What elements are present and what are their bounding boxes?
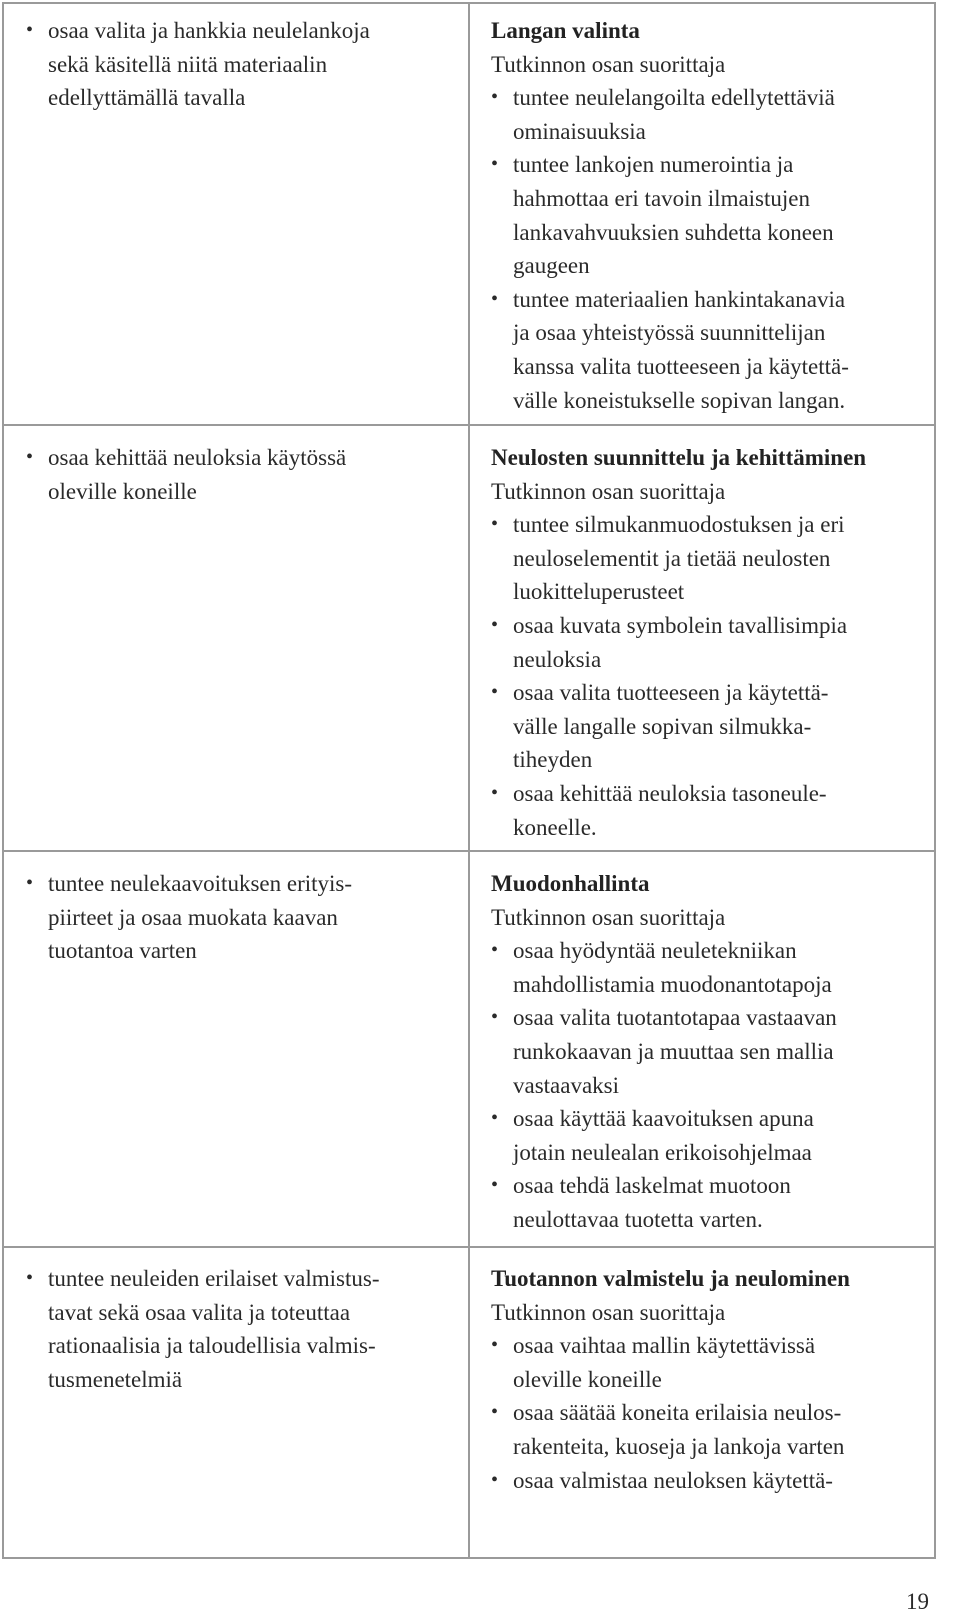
- right-cell-production-prep: [491, 1262, 931, 1497]
- row-divider: [4, 850, 934, 852]
- list-item: • tuntee silmukanmuodostuksen ja eri neuloselementit ja tietää neulosten luokitteluperusteet: [491, 508, 931, 609]
- row-divider: [4, 1246, 934, 1248]
- left-cell-pattern: [26, 867, 446, 968]
- section-heading: Langan valinta: [491, 18, 640, 43]
- list-item: • osaa tehdä laskelmat muotoon neulottavaa tuotetta varten.: [491, 1169, 931, 1236]
- section-subheading: Tutkinnon osan suorittaja: [491, 1299, 726, 1325]
- left-item: • tuntee neulekaavoituksen erityis- piirteet ja osaa muokata kaavan tuotantoa varten: [26, 867, 446, 968]
- row-divider: [4, 424, 934, 426]
- left-cell-production: [26, 1262, 446, 1396]
- right-cell-shape-control: [491, 867, 931, 1237]
- list-item: • osaa valita tuotantotapaa vastaavan runkokaavan ja muuttaa sen mallia vastaavaksi: [491, 1001, 931, 1102]
- left-cell-yarn: [26, 14, 446, 115]
- list-item: • osaa kuvata symbolein tavallisimpia neuloksia: [491, 609, 931, 676]
- left-item: • osaa valita ja hankkia neulelankoja sekä käsitellä niitä materiaalin edellyttämällä tavalla: [26, 14, 446, 115]
- list-item: • osaa vaihtaa mallin käytettävissä oleville koneille: [491, 1329, 931, 1396]
- section-heading: Neulosten suunnittelu ja kehittäminen: [491, 445, 867, 470]
- list-item: • osaa hyödyntää neuletekniikan mahdollistamia muodonantotapoja: [491, 934, 931, 1001]
- list-item: • osaa kehittää neuloksia tasoneule- koneelle.: [491, 777, 931, 844]
- list-item: • osaa valmistaa neuloksen käytettä-: [491, 1464, 931, 1498]
- competence-table: [2, 2, 936, 1559]
- column-divider: [468, 4, 470, 1557]
- list-item: • tuntee materiaalien hankintakanavia ja osaa yhteistyössä suunnittelijan kanssa valita tuotteeseen ja käytettä- välle koneistukselle sopivan langan.: [491, 283, 931, 417]
- list-item: • tuntee lankojen numerointia ja hahmottaa eri tavoin ilmaistujen lankavahvuuksien suhdetta koneen gaugeen: [491, 148, 931, 282]
- section-subheading: Tutkinnon osan suorittaja: [491, 51, 726, 77]
- section-subheading: Tutkinnon osan suorittaja: [491, 478, 726, 504]
- right-cell-yarn-selection: [491, 14, 931, 417]
- list-item: • osaa valita tuotteeseen ja käytettä- välle langalle sopivan silmukka- tiheyden: [491, 676, 931, 777]
- section-heading: Tuotannon valmistelu ja neulominen: [491, 1266, 850, 1291]
- section-heading: Muodonhallinta: [491, 871, 650, 896]
- page-number: 19: [906, 1589, 929, 1614]
- left-item: • tuntee neuleiden erilaiset valmistus- tavat sekä osaa valita ja toteuttaa rationaalisia ja taloudellisia valmis- tusmenetelmiä: [26, 1262, 446, 1396]
- right-cell-knit-design: [491, 441, 931, 844]
- list-item: • osaa käyttää kaavoituksen apuna jotain neulealan erikoisohjelmaa: [491, 1102, 931, 1169]
- left-item: • osaa kehittää neuloksia käytössä oleville koneille: [26, 441, 446, 508]
- section-subheading: Tutkinnon osan suorittaja: [491, 904, 726, 930]
- list-item: • tuntee neulelangoilta edellytettäviä ominaisuuksia: [491, 81, 931, 148]
- left-cell-knit-development: [26, 441, 446, 508]
- list-item: • osaa säätää koneita erilaisia neulos- rakenteita, kuoseja ja lankoja varten: [491, 1396, 931, 1463]
